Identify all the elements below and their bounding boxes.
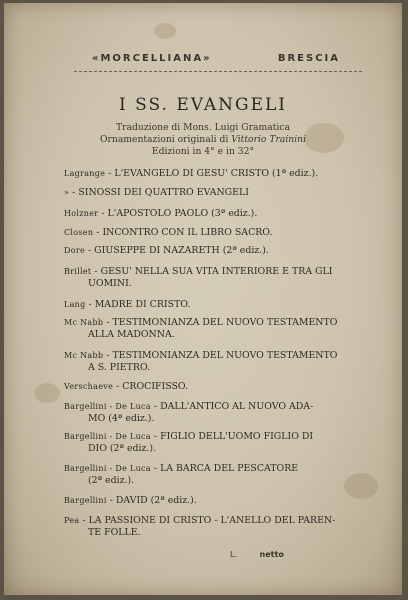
book-title-continued: ALLA MADONNA.	[88, 328, 175, 340]
separator: -	[150, 401, 161, 412]
book-author: Pea	[64, 516, 80, 525]
book-title: DALL'ANTICO AL NUOVO ADA-	[160, 401, 314, 412]
book-list-item	[64, 463, 362, 486]
separator: -	[85, 245, 95, 256]
book-list-item	[64, 266, 362, 289]
series-title: I SS. EVANGELI	[119, 95, 287, 115]
book-title: L'EVANGELO DI GESU' CRISTO (1ª ediz.).	[114, 168, 319, 179]
book-title: TESTIMONIANZA DEL NUOVO TESTAMENTO	[112, 317, 338, 328]
book-title: FIGLIO DELL'UOMO FIGLIO DI	[160, 431, 314, 442]
book-title-continued: DIO (2ª ediz.).	[88, 442, 157, 454]
separator: -	[93, 227, 103, 238]
publisher-name: «MORCELLIANA»	[92, 53, 212, 64]
book-title-continued: TE FOLLE.	[88, 526, 141, 538]
book-author: Bargellini - De Luca	[64, 402, 151, 411]
price-line	[230, 550, 284, 559]
separator: -	[105, 168, 115, 179]
book-list-item	[64, 299, 362, 311]
book-title: INCONTRO CON IL LIBRO SACRO.	[102, 227, 273, 238]
book-author: Bargellini - De Luca	[64, 464, 151, 473]
separator: -	[103, 350, 113, 361]
book-author: »	[64, 188, 70, 197]
book-title: TESTIMONIANZA DEL NUOVO TESTAMENTO	[112, 350, 338, 361]
book-author: Lagrange	[64, 169, 106, 178]
price-currency: L.	[230, 550, 237, 559]
separator: -	[69, 187, 79, 198]
book-list-item	[64, 350, 362, 373]
book-list-item	[64, 208, 362, 220]
separator: -	[106, 495, 116, 506]
book-title: LA PASSIONE DI CRISTO - L'ANELLO DEL PAREN-	[88, 515, 336, 526]
book-list-item	[64, 381, 362, 393]
book-title: DAVID (2ª ediz.).	[115, 495, 197, 506]
book-title: SINOSSI DEI QUATTRO EVANGELI	[78, 187, 249, 198]
book-list-item	[64, 515, 362, 538]
ornament-artist: Vittorio Trainini	[231, 134, 307, 145]
book-title: GIUSEPPE DI NAZARETH (2ª ediz.).	[94, 245, 269, 256]
book-title: CROCIFISSO.	[122, 381, 189, 392]
book-list-item	[64, 168, 362, 180]
separator: -	[113, 381, 123, 392]
book-title: MADRE DI CRISTO.	[94, 299, 191, 310]
translator-line: Traduzione di Mons. Luigi Gramatica	[116, 122, 290, 133]
ornament-line	[4, 134, 402, 145]
book-author: Dore	[64, 246, 85, 255]
book-title: LA BARCA DEL PESCATORE	[160, 463, 299, 474]
book-title: GESU' NELLA SUA VITA INTERIORE E TRA GLI	[100, 266, 333, 277]
divider	[74, 71, 362, 72]
book-author: Mc Nabb	[64, 351, 104, 360]
book-author: Brillet	[64, 267, 92, 276]
book-list-item	[64, 187, 362, 199]
book-list-item	[64, 227, 362, 239]
editions-line: Edizioni in 4° e in 32°	[151, 146, 255, 157]
age-stain	[154, 23, 176, 39]
separator: -	[150, 431, 161, 442]
book-author: Mc Nabb	[64, 318, 104, 327]
book-title-continued: A S. PIETRO.	[88, 361, 151, 373]
separator: -	[150, 463, 161, 474]
book-title-continued: UOMINI.	[88, 277, 132, 289]
book-author: Lang	[64, 300, 86, 309]
separator: -	[103, 317, 113, 328]
book-title-continued: MO (4ª ediz.).	[88, 412, 155, 424]
publisher-line	[4, 53, 402, 64]
separator: -	[91, 266, 101, 277]
publisher-city: BRESCIA	[277, 53, 340, 64]
separator: -	[98, 208, 108, 219]
book-list-item	[64, 431, 362, 454]
book-author: Holzner	[64, 209, 99, 218]
book-title-continued: (2ª ediz.).	[88, 474, 135, 486]
age-stain	[34, 383, 60, 403]
book-title: L'APOSTOLO PAOLO (3ª ediz.).	[107, 208, 258, 219]
book-list-item	[64, 317, 362, 340]
book-list-item	[64, 245, 362, 257]
book-author: Closen	[64, 228, 94, 237]
book-list-item	[64, 401, 362, 424]
book-list-item	[64, 495, 362, 507]
book-back-cover	[4, 3, 402, 595]
separator: -	[79, 515, 89, 526]
ornament-prefix: Ornamentazioni originali di	[99, 134, 232, 145]
book-author: Verschaeve	[64, 382, 114, 391]
book-author: Bargellini	[64, 496, 107, 505]
price-label: netto	[259, 550, 284, 559]
separator: -	[85, 299, 95, 310]
book-author: Bargellini - De Luca	[64, 432, 151, 441]
